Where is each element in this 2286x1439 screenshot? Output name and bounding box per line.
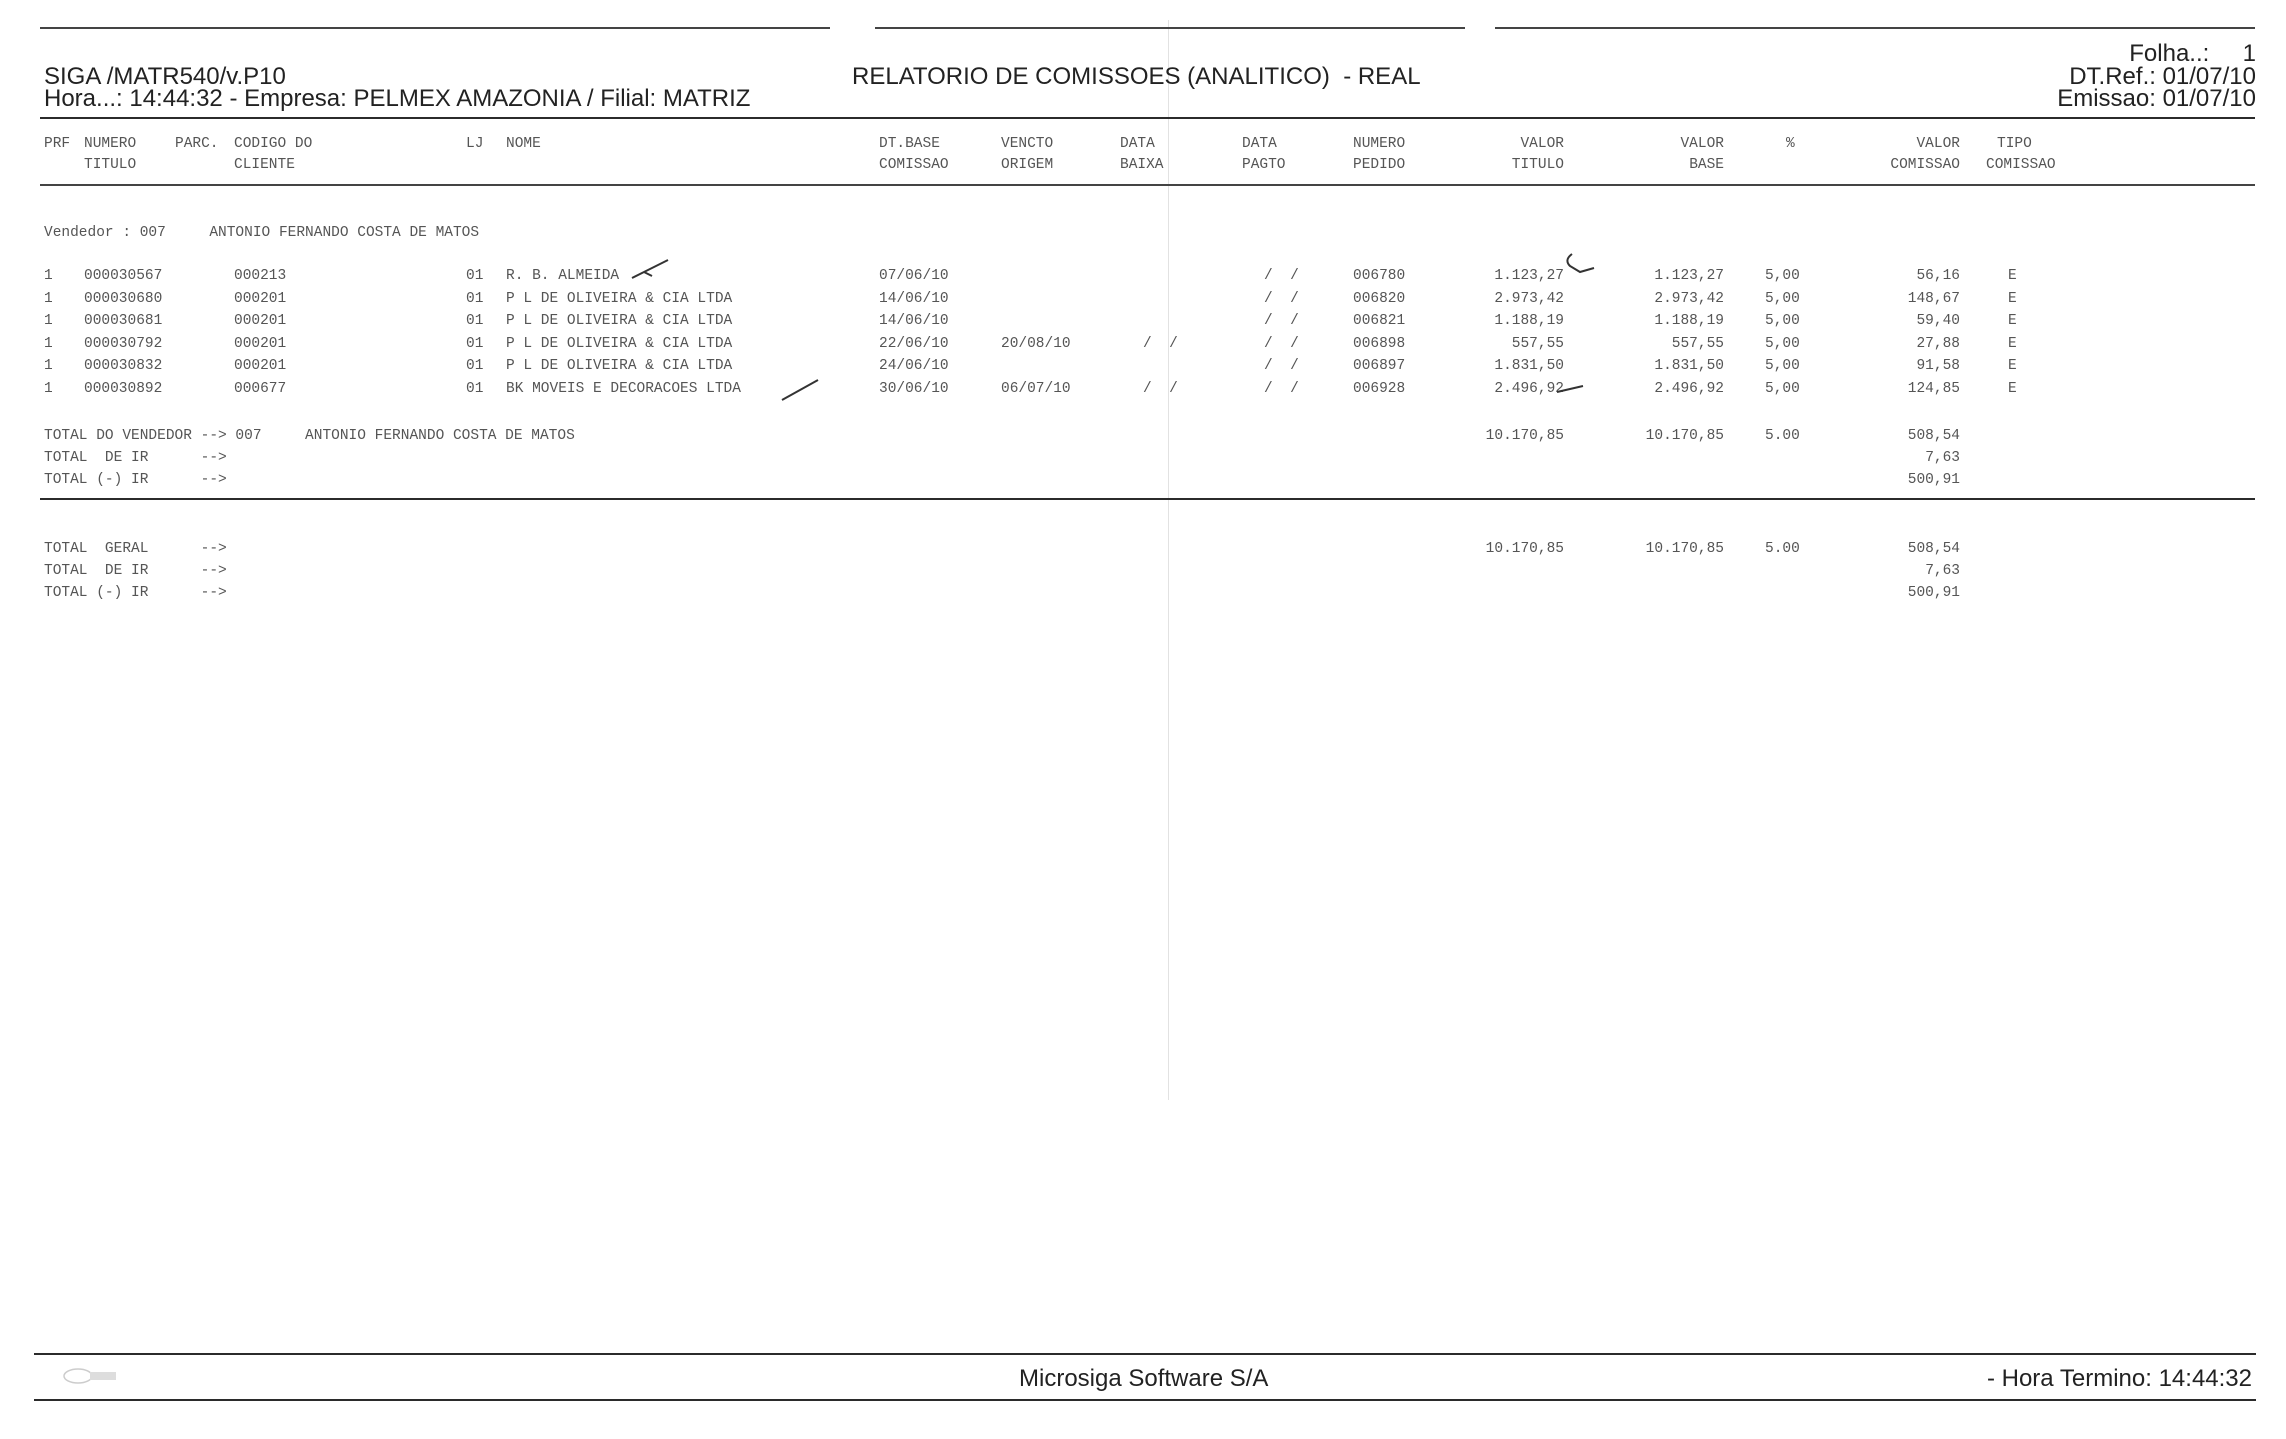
cell-valor-titulo: 2.973,42 bbox=[1494, 290, 1564, 307]
cell-dt-base: 14/06/10 bbox=[879, 290, 949, 307]
cell-nome: R. B. ALMEIDA bbox=[506, 268, 620, 284]
cell-numero: 000030792 bbox=[84, 335, 163, 352]
total-vendedor-pct: 5.00 bbox=[1765, 428, 1800, 444]
cell-baixa: / / bbox=[1143, 380, 1178, 397]
total-geral-ir-label: TOTAL DE IR --> bbox=[44, 563, 227, 579]
col-valor-titulo: VALOR bbox=[1520, 136, 1564, 152]
cell-dt-base: 24/06/10 bbox=[879, 358, 949, 374]
cell-pedido: 006898 bbox=[1353, 335, 1406, 352]
totals-rule bbox=[40, 498, 2255, 500]
cell-numero: 000030681 bbox=[84, 313, 163, 329]
cell-numero: 000030892 bbox=[84, 380, 163, 397]
col-nome: NOME bbox=[506, 136, 541, 152]
col-tipo-comissao-2: COMISSAO bbox=[1986, 157, 2056, 173]
cell-prf: 1 bbox=[44, 380, 53, 397]
col-pedido: PEDIDO bbox=[1353, 157, 1406, 173]
top-rule-left bbox=[40, 27, 830, 29]
col-prf: PRF bbox=[44, 136, 71, 152]
cell-prf: 1 bbox=[44, 268, 53, 284]
total-vendedor-valor-base: 10.170,85 bbox=[1645, 428, 1724, 444]
handwritten-check-mark bbox=[780, 378, 820, 402]
cell-pct: 5,00 bbox=[1765, 268, 1800, 284]
cell-lj: 01 bbox=[466, 380, 484, 397]
col-comissao: COMISSAO bbox=[879, 157, 949, 173]
cell-pct: 5,00 bbox=[1765, 290, 1800, 307]
handwritten-check-mark bbox=[630, 258, 670, 282]
cell-valor-base: 557,55 bbox=[1671, 335, 1724, 352]
cell-valor-base: 1.123,27 bbox=[1654, 268, 1724, 284]
cell-valor-comissao: 148,67 bbox=[1907, 290, 1960, 307]
col-pagto: PAGTO bbox=[1242, 157, 1286, 173]
cell-pagto: / / bbox=[1264, 358, 1299, 374]
cell-pedido: 006928 bbox=[1353, 380, 1406, 397]
total-vendedor-label: TOTAL DO VENDEDOR --> 007 ANTONIO FERNANDO COSTA DE MATOS bbox=[44, 428, 575, 444]
cell-valor-comissao: 124,85 bbox=[1907, 380, 1960, 397]
cell-valor-base: 2.973,42 bbox=[1654, 290, 1724, 307]
top-rule-right bbox=[1495, 27, 2255, 29]
cell-valor-titulo: 2.496,92 bbox=[1494, 380, 1564, 397]
cell-lj: 01 bbox=[466, 335, 484, 352]
paper-fold bbox=[1168, 20, 1169, 1100]
footer-rule-top bbox=[34, 1353, 2256, 1355]
header-rule bbox=[40, 117, 2255, 119]
cell-nome: P L DE OLIVEIRA & CIA LTDA bbox=[506, 313, 733, 329]
cell-valor-titulo: 1.831,50 bbox=[1494, 358, 1564, 374]
col-data-baixa: DATA bbox=[1120, 136, 1155, 152]
cell-nome: BK MOVEIS E DECORACOES LTDA bbox=[506, 380, 741, 397]
col-tipo-comissao: TIPO bbox=[1997, 136, 2032, 152]
total-vendedor-menos-ir-label: TOTAL (-) IR --> bbox=[44, 472, 227, 488]
cell-valor-comissao: 91,58 bbox=[1916, 358, 1960, 374]
columns-rule bbox=[40, 184, 2255, 186]
cell-prf: 1 bbox=[44, 290, 53, 307]
cell-codigo: 000201 bbox=[234, 290, 287, 307]
cell-valor-comissao: 56,16 bbox=[1916, 268, 1960, 284]
col-numero-pedido: NUMERO bbox=[1353, 136, 1406, 152]
col-lj: LJ bbox=[466, 136, 484, 152]
total-geral-menos-ir-value: 500,91 bbox=[1907, 585, 1960, 601]
cell-valor-base: 2.496,92 bbox=[1654, 380, 1724, 397]
cell-pagto: / / bbox=[1264, 268, 1299, 284]
cell-tipo: E bbox=[2008, 380, 2017, 397]
col-titulo: TITULO bbox=[84, 157, 137, 173]
cell-valor-comissao: 59,40 bbox=[1916, 313, 1960, 329]
cell-codigo: 000201 bbox=[234, 358, 287, 374]
cell-valor-titulo: 557,55 bbox=[1511, 335, 1564, 352]
col-dt-base: DT.BASE bbox=[879, 136, 940, 152]
cell-valor-base: 1.188,19 bbox=[1654, 313, 1724, 329]
cell-codigo: 000213 bbox=[234, 268, 287, 284]
cell-pagto: / / bbox=[1264, 290, 1299, 307]
cell-dt-base: 30/06/10 bbox=[879, 380, 949, 397]
cell-lj: 01 bbox=[466, 313, 484, 329]
cell-pagto: / / bbox=[1264, 313, 1299, 329]
col-pct: % bbox=[1786, 136, 1795, 152]
cell-pagto: / / bbox=[1264, 380, 1299, 397]
total-geral-menos-ir-label: TOTAL (-) IR --> bbox=[44, 585, 227, 601]
cell-baixa: / / bbox=[1143, 335, 1178, 352]
cell-valor-titulo: 1.188,19 bbox=[1494, 313, 1564, 329]
total-vendedor-menos-ir-value: 500,91 bbox=[1907, 472, 1960, 488]
cell-dt-base: 14/06/10 bbox=[879, 313, 949, 329]
cell-nome: P L DE OLIVEIRA & CIA LTDA bbox=[506, 358, 733, 374]
col-origem: ORIGEM bbox=[1001, 157, 1054, 173]
col-valor-comissao: VALOR bbox=[1916, 136, 1960, 152]
cell-pct: 5,00 bbox=[1765, 380, 1800, 397]
cell-pedido: 006897 bbox=[1353, 358, 1406, 374]
footer-company: Microsiga Software S/A bbox=[1019, 1365, 1269, 1392]
col-titulo-2: TITULO bbox=[1511, 157, 1564, 173]
time-company: Hora...: 14:44:32 - Empresa: PELMEX AMAZONIA / Filial: MATRIZ bbox=[44, 85, 751, 112]
cell-lj: 01 bbox=[466, 268, 484, 284]
cell-nome: P L DE OLIVEIRA & CIA LTDA bbox=[506, 335, 733, 352]
cell-valor-comissao: 27,88 bbox=[1916, 335, 1960, 352]
cell-pct: 5,00 bbox=[1765, 358, 1800, 374]
cell-pct: 5,00 bbox=[1765, 313, 1800, 329]
cell-numero: 000030832 bbox=[84, 358, 163, 374]
footer-rule-bottom bbox=[34, 1399, 2256, 1401]
cell-codigo: 000201 bbox=[234, 335, 287, 352]
total-geral-valor-titulo: 10.170,85 bbox=[1485, 541, 1564, 557]
total-vendedor-ir-label: TOTAL DE IR --> bbox=[44, 450, 227, 466]
col-parc: PARC. bbox=[175, 136, 219, 152]
cell-pedido: 006780 bbox=[1353, 268, 1406, 284]
emissao: Emissao: 01/07/10 bbox=[2057, 85, 2256, 112]
vendedor-line: Vendedor : 007 ANTONIO FERNANDO COSTA DE MATOS bbox=[44, 225, 480, 241]
cell-vencto: 06/07/10 bbox=[1001, 380, 1071, 397]
col-base-2: BASE bbox=[1689, 157, 1724, 173]
cell-tipo: E bbox=[2008, 268, 2017, 284]
cell-pedido: 006821 bbox=[1353, 313, 1406, 329]
cell-codigo: 000201 bbox=[234, 313, 287, 329]
col-data-pagto: DATA bbox=[1242, 136, 1277, 152]
cell-vencto: 20/08/10 bbox=[1001, 335, 1071, 352]
cell-tipo: E bbox=[2008, 358, 2017, 374]
cell-lj: 01 bbox=[466, 358, 484, 374]
cell-valor-titulo: 1.123,27 bbox=[1494, 268, 1564, 284]
total-vendedor-ir-value: 7,63 bbox=[1925, 450, 1960, 466]
cell-pct: 5,00 bbox=[1765, 335, 1800, 352]
col-cliente: CLIENTE bbox=[234, 157, 295, 173]
handwritten-check-mark bbox=[1555, 382, 1585, 396]
col-baixa: BAIXA bbox=[1120, 157, 1164, 173]
footer-hora-termino: - Hora Termino: 14:44:32 bbox=[1986, 1365, 2252, 1392]
cell-codigo: 000677 bbox=[234, 380, 287, 397]
cell-tipo: E bbox=[2008, 313, 2017, 329]
cell-dt-base: 22/06/10 bbox=[879, 335, 949, 352]
cell-pedido: 006820 bbox=[1353, 290, 1406, 307]
cell-prf: 1 bbox=[44, 313, 53, 329]
total-geral-valor-comissao: 508,54 bbox=[1907, 541, 1960, 557]
folha: Folha..: 1 bbox=[2129, 40, 2256, 67]
total-geral-ir-value: 7,63 bbox=[1925, 563, 1960, 579]
cell-tipo: E bbox=[2008, 335, 2017, 352]
cell-lj: 01 bbox=[466, 290, 484, 307]
col-codigo: CODIGO DO bbox=[234, 136, 313, 152]
cell-numero: 000030567 bbox=[84, 268, 163, 284]
cell-valor-base: 1.831,50 bbox=[1654, 358, 1724, 374]
col-comissao-2: COMISSAO bbox=[1890, 157, 1960, 173]
col-numero: NUMERO bbox=[84, 136, 137, 152]
col-valor-base: VALOR bbox=[1680, 136, 1724, 152]
total-geral-label: TOTAL GERAL --> bbox=[44, 541, 227, 557]
cell-numero: 000030680 bbox=[84, 290, 163, 307]
handwritten-check-mark bbox=[1558, 250, 1598, 278]
system-id: SIGA /MATR540/v.P10 bbox=[44, 63, 286, 90]
cell-prf: 1 bbox=[44, 335, 53, 352]
cell-pagto: / / bbox=[1264, 335, 1299, 352]
total-geral-valor-base: 10.170,85 bbox=[1645, 541, 1724, 557]
cell-prf: 1 bbox=[44, 358, 53, 374]
cell-nome: P L DE OLIVEIRA & CIA LTDA bbox=[506, 290, 733, 307]
cell-tipo: E bbox=[2008, 290, 2017, 307]
report-title: RELATORIO DE COMISSOES (ANALITICO) - REAL bbox=[852, 63, 1421, 90]
cell-dt-base: 07/06/10 bbox=[879, 268, 949, 284]
dt-ref: DT.Ref.: 01/07/10 bbox=[2069, 63, 2256, 90]
logo-icon bbox=[60, 1366, 120, 1386]
total-vendedor-valor-titulo: 10.170,85 bbox=[1485, 428, 1564, 444]
col-vencto: VENCTO bbox=[1001, 136, 1054, 152]
top-rule-middle bbox=[875, 27, 1465, 29]
total-geral-pct: 5.00 bbox=[1765, 541, 1800, 557]
total-vendedor-valor-comissao: 508,54 bbox=[1907, 428, 1960, 444]
